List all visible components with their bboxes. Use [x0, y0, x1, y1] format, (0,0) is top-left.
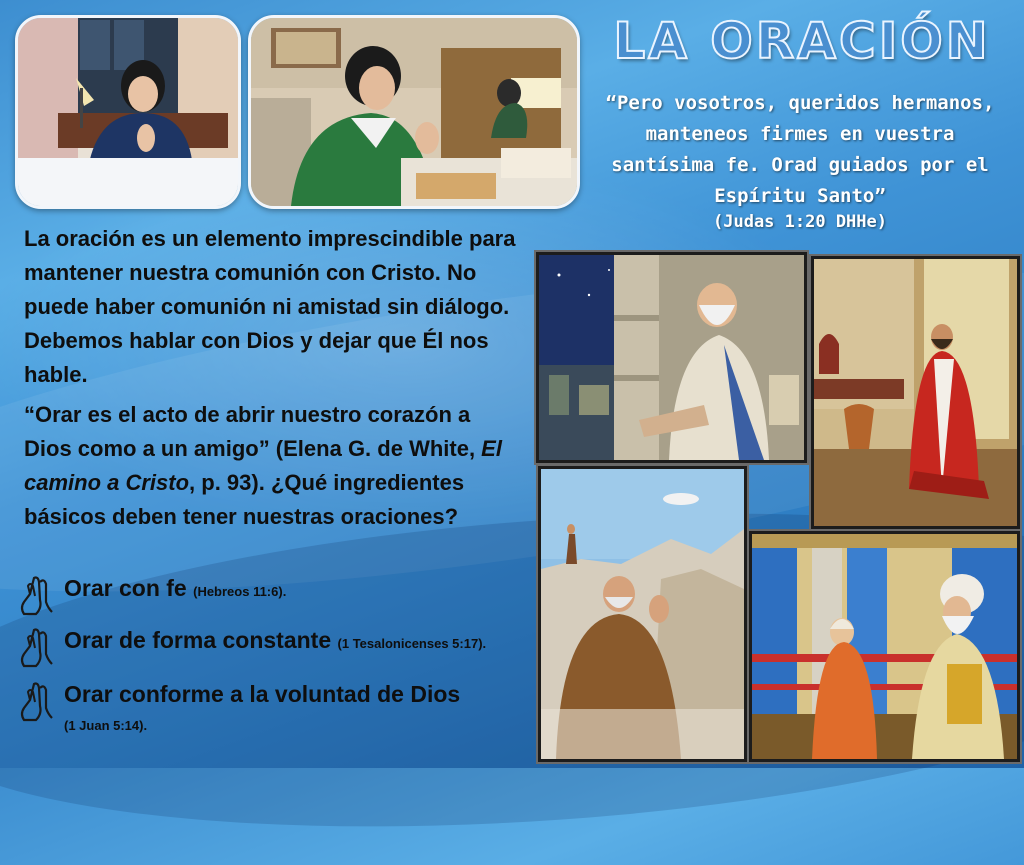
bullet-reference: (1 Tesalonicenses 5:17). — [337, 636, 487, 651]
bullet-item — [18, 626, 534, 668]
bullet-reference: (Hebreos 11:6). — [193, 584, 287, 599]
bullet-item — [18, 680, 534, 740]
photo-woman-praying — [15, 15, 241, 209]
illustration-daniel-praying-window — [536, 252, 807, 463]
book-title: El camino a Cristo — [24, 436, 502, 495]
bullet-item — [18, 574, 534, 616]
intro-paragraph: La oración es un elemento imprescindible para mantener nuestra comunión con Cristo. No puede haber comunión ni amistad sin diálogo. Debemos hablar con Dios y dejar que Él nos hable. — [24, 226, 516, 387]
illustration-man-praying-rocks — [538, 466, 747, 762]
praying-hands-icon — [18, 574, 56, 616]
quote-reference: (Judas 1:20 DHHe) — [713, 212, 887, 232]
quote-paragraph — [24, 398, 524, 534]
quote-text: “Pero vosotros, queridos hermanos, manteneos firmes en vuestra santísima fe. Orad guiados por el Espíritu Santo” — [605, 92, 995, 207]
scripture-quote — [600, 88, 1000, 234]
bullet-reference: (1 Juan 5:14). — [64, 718, 148, 733]
praying-hands-icon — [18, 626, 56, 668]
praying-hands-icon — [18, 680, 56, 722]
illustration-priests-praying-temple — [749, 531, 1020, 762]
photo-man-praying-desk — [248, 15, 580, 209]
bullet-text: Orar conforme a la voluntad de Dios — [64, 681, 461, 707]
page-title: LA ORACIÓN — [613, 12, 991, 70]
illustration-man-kneeling-red-robe — [811, 256, 1020, 529]
bullet-text: Orar con fe — [64, 575, 187, 601]
quote-paragraph-part2: , p. 93). ¿Qué ingredientes básicos deben tener nuestras oraciones? — [24, 470, 465, 529]
quote-paragraph-part1: “Orar es el acto de abrir nuestro corazón a Dios como a un amigo” (Elena G. de White, — [24, 402, 482, 461]
bullet-text: Orar de forma constante — [64, 627, 332, 653]
